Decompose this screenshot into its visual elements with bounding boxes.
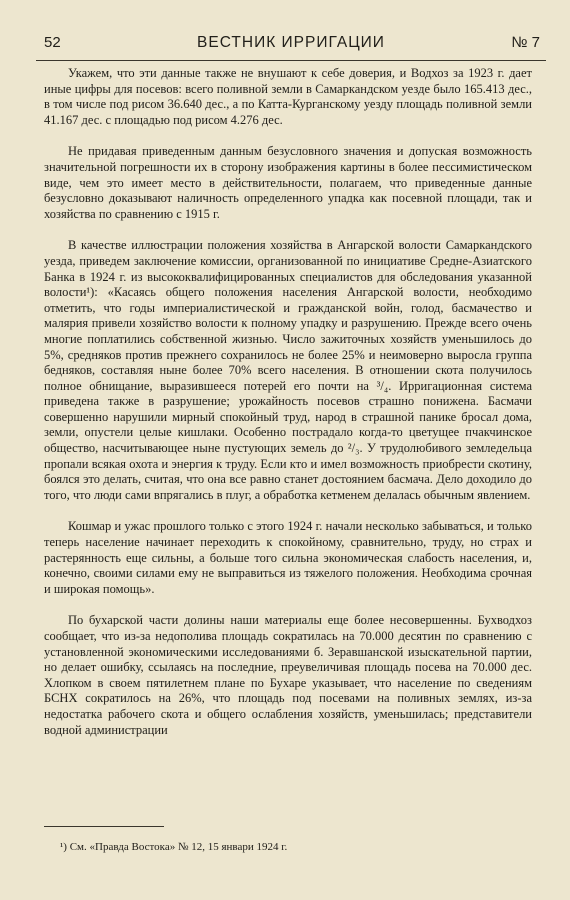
paragraph-5: По бухарской части долины наши материалы еще более несовершенны. Бухводхоз сообщает, что из-за недополива площадь сократилась на 70.000 десятин по сравнению с установленной экономическими исследованиями б. Зеравшанской изыскательной партии, но делает ошибку, ссылаясь на последние, преувеличивая площадь посева на 70.000 дес. Хлопком в своем пятилетнем плане по Бухаре указывает, что население по сведениям БСНХ сократилось на 26%, что площадь под посевами на поливных землях, из-за недостатка рабочего скота и общего ослабления хозяйств, уменьшилась; представители водной администрации (44, 613, 532, 737)
footnote-divider (44, 826, 164, 827)
journal-title: ВЕСТНИК ИРРИГАЦИИ (197, 34, 385, 51)
paragraph-1: Укажем, что эти данные также не внушают к себе доверия, и Водхоз за 1923 г. дает иные цифры для посевов: всего поливной земли в Самаркандском уезде было 165.413 дес., в том числе под рисом 36.640 дес., а по Катта-Курганскому уезду площадь поливной земли 41.167 дес. с площадью под рисом 4.276 дес. (44, 66, 532, 127)
issue-number: № 7 (511, 34, 540, 51)
footnote: ¹) См. «Правда Востока» № 12, 15 январи 1924 г. (60, 841, 288, 853)
paragraph-3: В качестве иллюстрации положения хозяйства в Ангарской волости Самаркандского уезда, приведем заключение комиссии, организованной по инициативе Средне-Азиатского Банка в 1924 г. из высококвалифицированных специалистов для обследования указанной волости¹): «Касаясь общего положения населения Ангарской волости, необходимо отметить, что годы империалистической и гражданской войн, голод, басмачество и малярия привели хозяйство волости к полному упадку и разрушению. Прежде всего очень многие поплатились собственной жизнью. Число зажиточных хозяйств уменьшилось до 5%, средняков против прежнего сохранилось не более 25% и неимоверно выросла группа бедняков, составляя ныне более 70% всего населения. В отношении скота получилось полное обнищание, выразившееся потерей его почти на ³/₄. Ирригационная система приведена также в разрушение; урожайность посевов страшно понижена. Басмачи совершенно нарушили мирный спокойный труд, народ в страшной панике бросал дома, земли, опустели целые кишлаки. Особенно пострадало когда-то цветущее пчакчинское общество, насчитывающее ныне пустующих земель до ²/₃. У трудолюбивого земледельца пропали всякая охота и энергия к труду. Если кто и имел возможность приобрести скотину, боялся это делать, считая, что она все равно станет достоянием басмача. Дело доходило до того, что люди сами впрягались в плуг, а обработка кетменем делалась обычным явлением. (44, 238, 532, 502)
paragraph-4: Кошмар и ужас прошлого только с этого 1924 г. начали несколько забываться, и только теперь население начинает переходить к спокойному, сравнительно, труду, но страх и растерянность еще сильны, а больше того сильна экономическая слабость населения, и, конечно, своими силами ему не выправиться из тяжелого положения. Необходима срочная и широкая помощь». (44, 519, 532, 596)
paragraph-2: Не придавая приведенным данным безусловного значения и допуская возможность значительной погрешности их в сторону изображения картины в более пессимистическом виде, чем это имеет место в действительности, полагаем, что приведенные данные безусловно доказывают наличность определенного упадка как посевной площади, так и хозяйства по сравнению с 1915 г. (44, 144, 532, 221)
page-number: 52 (44, 34, 61, 51)
page-header (36, 34, 546, 61)
article-body (44, 66, 532, 754)
